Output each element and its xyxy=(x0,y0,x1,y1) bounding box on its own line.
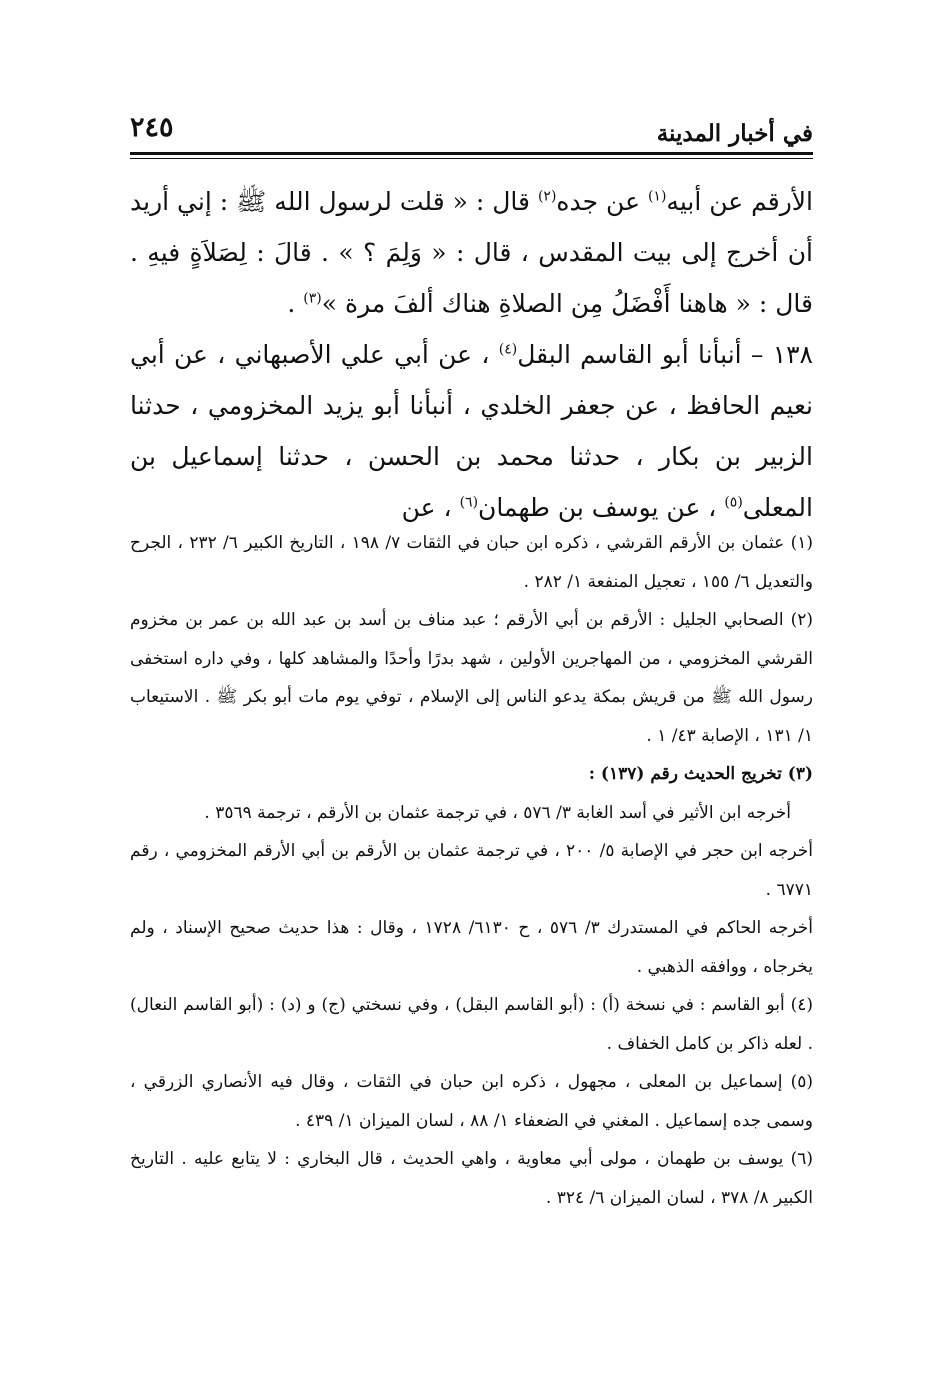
main-text xyxy=(130,176,813,533)
footnote-3-line-1: أخرجه ابن الأثير في أسد الغابة ٣/ ٥٧٦ ، في ترجمة عثمان بن الأرقم ، ترجمة ٣٥٦٩ . xyxy=(204,802,791,823)
footnote-4: (٤) أبو القاسم : في نسخة (أ) : (أبو القاسم البقل) ، وفي نسختي (ج) و (د) : (أبو القاسم النعال) . لعله ذاكر بن كامل الخفاف . xyxy=(130,995,813,1054)
text-span: الأرقم عن أبيه xyxy=(666,187,813,216)
running-title: في أخبار المدينة xyxy=(656,120,813,147)
footnote-5: (٥) إسماعيل بن المعلى ، مجهول ، ذكره ابن حبان في الثقات ، وقال فيه الأنصاري الزرقي ، وسمى جده إسماعيل . المغني في الضعفاء ١/ ٨٨ ، لسان الميزان ١/ ٤٣٩ . xyxy=(130,1072,813,1131)
text-span: قال : « قلت لرسول الله ﷺ : إني أريد أن أخرج إلى بيت المقدس ، قال : « وَلِمَ ؟ » . قالَ : لِصَلاَةٍ فيهِ . قال : « هاهنا أَفْضَلُ مِن الصلاةِ هناك ألفَ مرة » xyxy=(130,187,813,318)
footnote-ref-5: (٥) xyxy=(724,494,743,511)
footnote-3-line-3: أخرجه الحاكم في المستدرك ٣/ ٥٧٦ ، ح ٦١٣٠/ ١٧٢٨ ، وقال : هذا حديث صحيح الإسناد ، ولم يخرجاه ، ووافقه الذهبي . xyxy=(130,918,814,977)
footnotes xyxy=(130,524,813,1217)
text-span: . xyxy=(287,289,304,318)
header-rule-thin xyxy=(130,158,813,159)
footnote-1: (١) عثمان بن الأرقم القرشي ، ذكره ابن حبان في الثقات ٧/ ١٩٨ ، التاريخ الكبير ٦/ ٢٣٢ ، الجرح والتعديل ٦/ ١٥٥ ، تعجيل المنفعة ١/ ٢٨٢ . xyxy=(130,533,813,592)
footnote-ref-4: (٤) xyxy=(498,341,518,358)
page-header xyxy=(130,112,813,152)
paragraph-hadith-137-end xyxy=(130,176,813,329)
footnote-ref-2: (٢) xyxy=(537,188,557,205)
footnote-ref-1: (١) xyxy=(647,188,667,205)
text-span: عن جده xyxy=(556,187,648,216)
paragraph-hadith-138 xyxy=(130,329,813,533)
footnote-6: (٦) يوسف بن طهمان ، مولى أبي معاوية ، واهي الحديث ، قال البخاري : لا يتابع عليه . التاريخ الكبير ٨/ ٣٧٨ ، لسان الميزان ٦/ ٣٢٤ . xyxy=(130,1149,813,1208)
footnote-ref-3: (٣) xyxy=(303,290,322,307)
page-number: ٢٤٥ xyxy=(130,112,174,143)
text-span: ، عن يوسف بن طهمان xyxy=(478,493,725,522)
header-rule-thick xyxy=(130,152,813,155)
footnote-3-title: (٣) تخريج الحديث رقم (١٣٧) : xyxy=(588,764,813,784)
footnote-3-line-2: أخرجه ابن حجر في الإصابة ٥/ ٢٠٠ ، في ترجمة عثمان بن الأرقم بن أبي الأرقم المخزومي ، رقم ٦٧٧١ . xyxy=(130,841,813,900)
footnote-ref-6: (٦) xyxy=(459,494,479,511)
text-span: ، عن أبي علي الأصبهاني ، عن أبي نعيم الحافظ ، عن جعفر الخلدي ، أنبأنا أبو يزيد المخزومي ، حدثنا الزبير بن بكار ، حدثنا محمد بن الحسن ، حدثنا إسماعيل بن المعلى xyxy=(130,340,813,522)
text-span: ١٣٨ – أنبأنا أبو القاسم البقل xyxy=(517,340,813,369)
footnote-2: (٢) الصحابي الجليل : الأرقم بن أبي الأرقم ؛ عبد مناف بن أسد بن عبد الله بن عمر بن مخزوم القرشي المخزومي ، من المهاجرين الأولين ، شهد بدرًا وأحدًا والمشاهد كلها ، وفي داره استخفى رسول الله ﷺ من قريش بمكة يدعو الناس إلى الإسلام ، توفي يوم مات أبو بكر ﷺ . الاستيعاب ١/ ١٣١ ، الإصابة ٤٣/ ١ . xyxy=(130,610,813,746)
text-span: ، عن xyxy=(401,493,460,522)
